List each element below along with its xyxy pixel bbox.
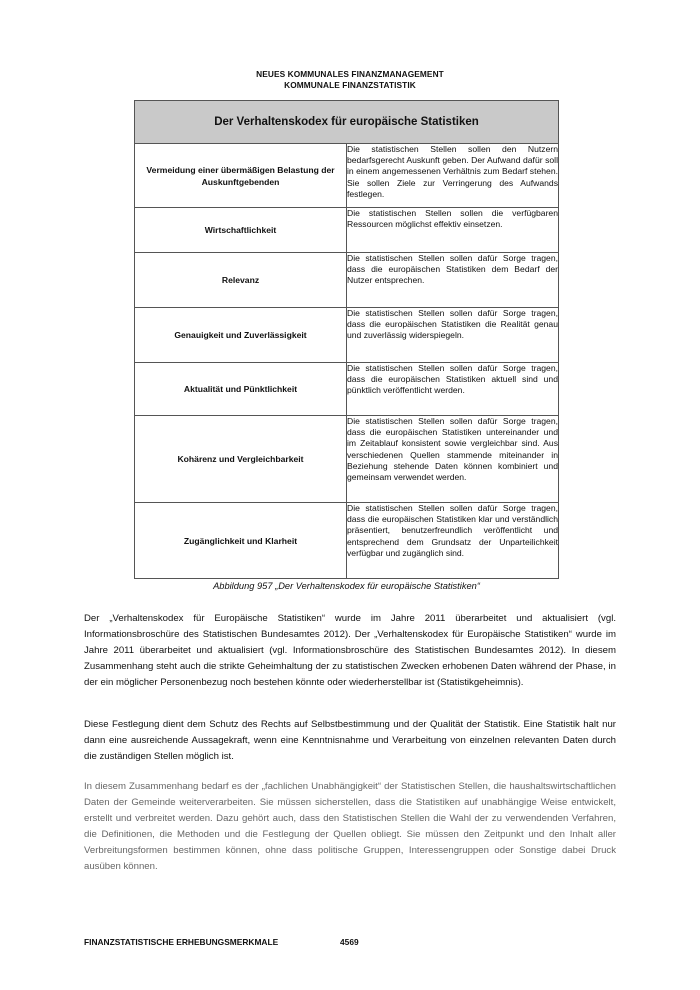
table-row — [135, 503, 559, 579]
row-description: Die statistischen Stellen sollen dafür Sorge tragen, dass die europäischen Statistiken die Realität genau und zuverlässig widerspiegeln. — [347, 308, 559, 363]
row-description: Die statistischen Stellen sollen die verfügbaren Ressourcen möglichst effektiv einsetzen. — [347, 208, 559, 253]
header-line-2: KOMMUNALE FINANZSTATISTIK — [284, 80, 416, 90]
body-paragraph: Diese Festlegung dient dem Schutz des Rechts auf Selbstbestimmung und der Qualität der Statistik. Eine Statistik halt nur dann eine ausreichende Aussagekraft, wenn eine Kenntnisnahme und Verarbeitung von einzelnen relevanten Daten durch die zuständigen Stellen möglich ist. — [84, 719, 616, 763]
row-label: Relevanz — [135, 253, 347, 308]
row-description: Die statistischen Stellen sollen den Nutzern bedarfsgerecht Auskunft geben. Der Aufwand dafür soll in einem angemessenen Verhältnis zum Bedarf stehen. Sie sollen Ziele zur Verringerung des Aufwands festlegen. — [347, 144, 559, 208]
body-paragraph: Der „Verhaltenskodex für Europäische Statistiken“ wurde im Jahre 2011 überarbeitet und aktualisiert (vgl. Informationsbroschüre des Statistischen Bundesamtes 2012). Der „Verhaltenskodex für Europäische Statistiken“ wurde im Jahre 2011 überarbeitet und aktualisiert (vgl. Informationsbroschüre des Statistischen Bundesamtes 2012). In diesem Zusammenhang steht auch die strikte Geheimhaltung der zu statistischen Zwecken erhobenen Daten während der Phase, in der ein möglicher Personenbezug noch bestehen könnte oder wiederherstellbar ist (Statistikgeheimnis). — [84, 613, 616, 689]
table-row — [135, 253, 559, 308]
row-description: Die statistischen Stellen sollen dafür Sorge tragen, dass die europäischen Statistiken klar und verständlich präsentiert, benutzerfreundlich veröffentlicht und entsprechend dem Grundsatz der Unparteilichkeit verfügbar und zugänglich sind. — [347, 503, 559, 579]
table-row — [135, 416, 559, 503]
row-label: Wirtschaftlichkeit — [135, 208, 347, 253]
page-number: 4569 — [340, 937, 359, 947]
row-label: Kohärenz und Vergleichbarkeit — [135, 416, 347, 503]
body-paragraph: In diesem Zusammenhang bedarf es der „fachlichen Unabhängigkeit“ der Statistischen Stellen, die haushaltswirtschaftlichen Daten der Gemeinde weiterverarbeiten. Sie müssen sicherstellen, dass die Statistiken auf unabhängige Weise entwickelt, erstellt und verbreitet werden. Dazu gehört auch, dass den Statistischen Stellen die Wahl der zu verwendenden Verfahren, die Definitionen, die Methoden und die Festlegung der Quellen obliegt. Sie müssen den Zeitpunkt und den Inhalt aller Verbreitungsformen bestimmen können, ohne dass politische Gruppen, Interessengruppen oder Sonstige dabei Druck ausüben können. — [84, 781, 616, 873]
row-description: Die statistischen Stellen sollen dafür Sorge tragen, dass die europäischen Statistiken untereinander und im Zeitablauf konsistent sowie vergleichbar sind. Aus verschiedenen Quellen stammende miteinander in Beziehung stehende Daten können kombiniert und gemeinsam verwendet werden. — [347, 416, 559, 503]
table-title: Der Verhaltenskodex für europäische Statistiken — [135, 101, 559, 144]
table-row — [135, 363, 559, 416]
row-label: Zugänglichkeit und Klarheit — [135, 503, 347, 579]
figure-caption: Abbildung 957 „Der Verhaltenskodex für europäische Statistiken“ — [213, 581, 480, 591]
table-row — [135, 308, 559, 363]
table-row — [135, 144, 559, 208]
header-line-1: NEUES KOMMUNALES FINANZMANAGEMENT — [256, 69, 444, 79]
footer-section-title: FINANZSTATISTISCHE ERHEBUNGSMERKMALE — [84, 937, 279, 947]
row-label: Aktualität und Pünktlichkeit — [135, 363, 347, 416]
row-description: Die statistischen Stellen sollen dafür Sorge tragen, dass die europäischen Statistiken dem Bedarf der Nutzer entsprechen. — [347, 253, 559, 308]
table-row — [135, 208, 559, 253]
row-description: Die statistischen Stellen sollen dafür Sorge tragen, dass die europäischen Statistiken aktuell sind und pünktlich veröffentlicht werden. — [347, 363, 559, 416]
codex-table — [134, 100, 559, 579]
row-label: Vermeidung einer übermäßigen Belastung der Auskunftgebenden — [135, 144, 347, 208]
row-label: Genauigkeit und Zuverlässigkeit — [135, 308, 347, 363]
